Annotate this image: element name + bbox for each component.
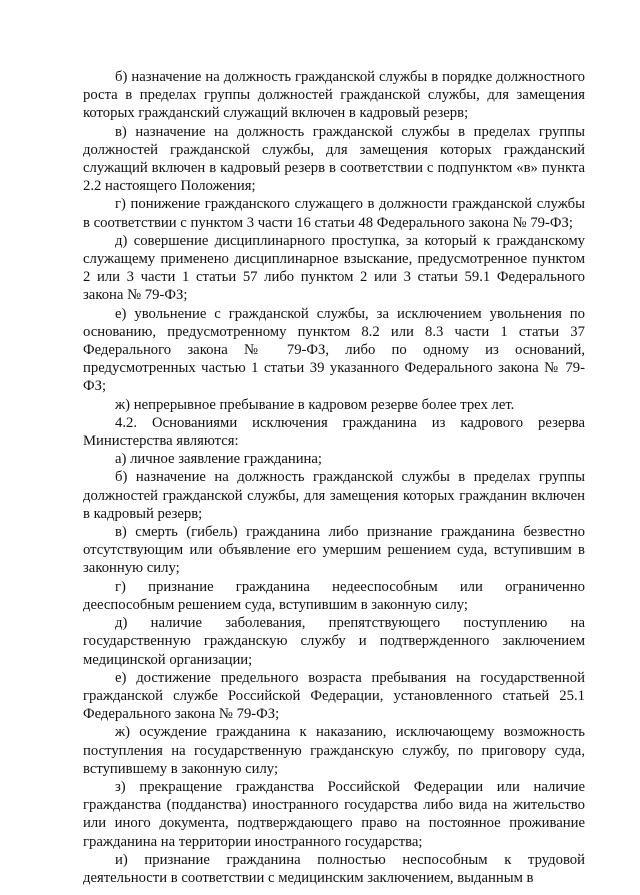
paragraph-4-2-heading: 4.2. Основаниями исключения гражданина из кадрового резерва Министерства являются:	[83, 414, 585, 450]
paragraph-b-appointment: б) назначение на должность гражданской службы в пределах группы должностей гражданской службы, для замещения которых гражданин включен в кадровый резерв;	[83, 469, 585, 522]
paragraph-e-dismissal: е) увольнение с гражданской службы, за исключением увольнения по основанию, предусмотренному пунктом 8.2 или 8.3 части 1 статьи 37 Федерального закона № 79-ФЗ, либо по одному из оснований, предусмотренных частью 1 статьи 39 указанного Федерального закона № 79-ФЗ;	[83, 305, 585, 395]
paragraph-d-disciplinary: д) совершение дисциплинарного проступка, за который к гражданскому служащему применено дисциплинарное взыскание, предусмотренное пунктом 2 или 3 части 1 статьи 57 либо пунктом 2 или 3 статьи 59.1 Федерального закона № 79-ФЗ;	[83, 232, 585, 304]
paragraph-a-personal-statement: а) личное заявление гражданина;	[115, 451, 323, 468]
paragraph-b-career-growth: б) назначение на должность гражданской службы в порядке должностного роста в пределах группы должностей гражданской службы, для замещения которых гражданский служащий включен в кадровый резерв;	[83, 69, 585, 122]
paragraph-i-work-incapacity: и) признание гражданина полностью неспособным к трудовой деятельности в соответствии с медицинским заключением, выданным в	[83, 851, 585, 886]
paragraph-g-demotion: г) понижение гражданского служащего в должности гражданской службы в соответствии с пунктом 3 части 16 статьи 48 Федерального закона № 79-ФЗ;	[83, 196, 585, 231]
paragraph-g-incapacity: г) признание гражданина недееспособным или ограниченно дееспособным решением суда, вступившим в законную силу;	[83, 578, 585, 613]
paragraph-z-citizenship: з) прекращение гражданства Российской Федерации или наличие гражданства (подданства) иностранного государства либо вида на жительство или иного документа, подтверждающего право на постоянное проживание гражданина на территории иностранного государства;	[83, 778, 585, 850]
paragraph-zh-three-years: ж) непрерывное пребывание в кадровом резерве более трех лет.	[115, 396, 515, 413]
paragraph-d-illness: д) наличие заболевания, препятствующего поступлению на государственную гражданскую службу и подтвержденного заключением медицинской организации;	[83, 615, 585, 668]
paragraph-e-age-limit: е) достижение предельного возраста пребывания на государственной гражданской службе Российской Федерации, установленного статьей 25.1 Федерального закона № 79-ФЗ;	[83, 669, 585, 723]
paragraph-zh-conviction: ж) осуждение гражданина к наказанию, исключающему возможность поступления на государственную гражданскую службу, по приговору суда, вступившему в законную силу;	[83, 724, 585, 777]
paragraph-v-appointment: в) назначение на должность гражданской службы в пределах группы должностей гражданской службы, для замещения которых гражданский служащий включен в кадровый резерв в соответствии с подпунктом «в» пункта 2.2 настоящего Положения;	[83, 123, 585, 195]
paragraph-v-death: в) смерть (гибель) гражданина либо признание гражданина безвестно отсутствующим или объявление его умершим решением суда, вступившим в законную силу;	[83, 524, 585, 577]
